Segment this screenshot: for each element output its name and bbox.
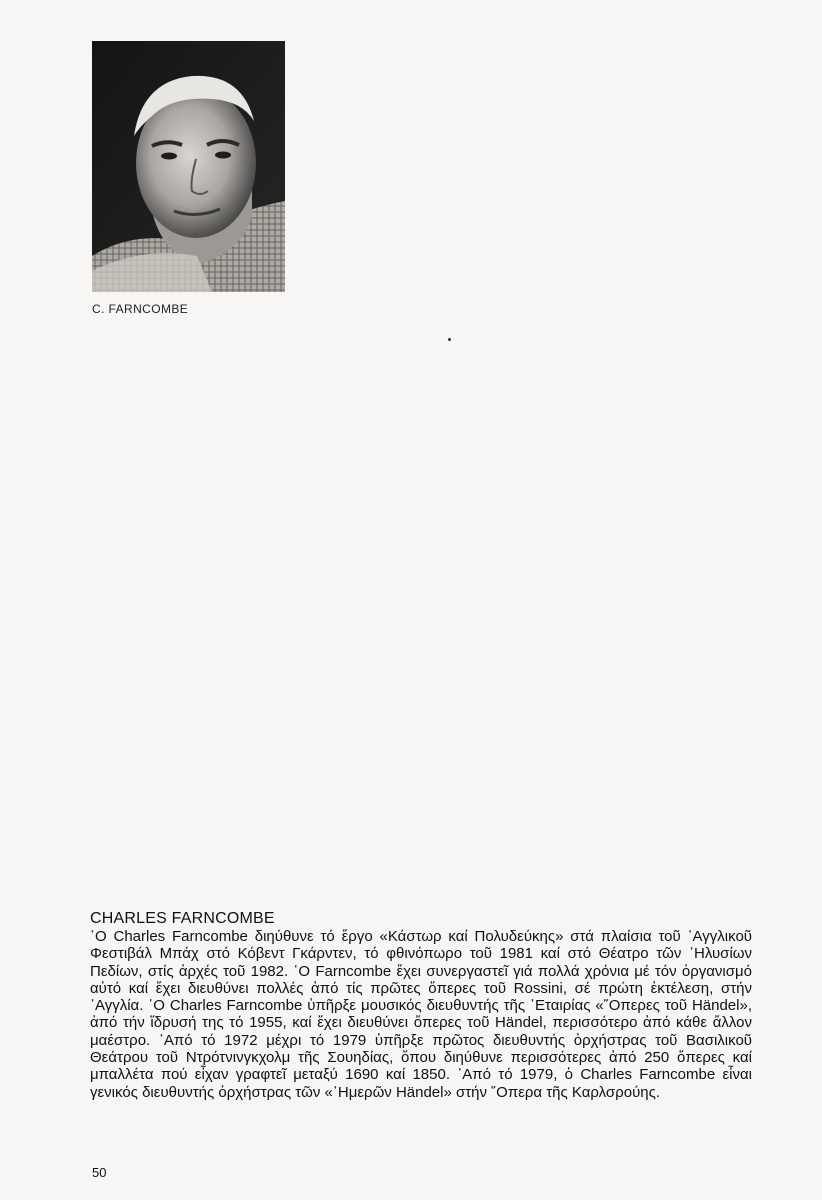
photo-caption: C. FARNCOMBE — [92, 302, 189, 316]
portrait-photo — [92, 41, 285, 292]
biography-section — [90, 910, 752, 1101]
biography-text: ῾Ο Charles Farncombe διηύθυνε τό ἔργο «Κάστωρ καί Πολυδεύκης» στά πλαίσια τοῦ ᾿Αγγλικοῦ Φεστιβάλ Μπάχ στό Κόβεντ Γκάρντεν, τό φθινόπωρο τοῦ 1981 καί στό Θέατρο τῶν ᾿Ηλυσίων Πεδίων, στίς ἀρχές τοῦ 1982. ῾Ο Farncombe ἔχει συνεργαστεῖ γιά πολλά χρόνια μέ τόν ὀργανισμό αὐτό καί ἔχει διευθύνει πολλές ἀπό τίς πρῶτες ὄπερες τοῦ Rossini, σέ πρώτη ἐκτέλεση, στήν ᾿Αγγλία. ῾Ο Charles Farncombe ὑπῆρξε μουσικός διευθυντής τῆς ῾Εταιρίας «῞Οπερες τοῦ Händel», ἀπό τήν ἵδρυσή της τό 1955, καί ἔχει διευθύνει ὄπερες τοῦ Händel, περισσότερο ἀπό κάθε ἄλλον μαέστρο. ᾿Από τό 1972 μέχρι τό 1979 ὑπῆρξε πρῶτος διευθυντής ὀρχήστρας τοῦ Βασιλικοῦ Θεάτρου τοῦ Ντρότνινγκχολμ τῆς Σουηδίας, ὅπου διηύθυνε περισσότερες ἀπό 250 ὄπερες καί μπαλλέτα πού εἶχαν γραφτεῖ μεταξύ 1690 καί 1850. ᾿Από τό 1979, ὁ Charles Farncombe εἶναι γενικός διευθυντής ὀρχήστρας τῶν «῾Ημερῶν Händel» στήν ῞Οπερα τῆς Καρλσρούης. — [90, 928, 752, 1101]
print-speck — [448, 338, 451, 341]
page-number: 50 — [92, 1165, 107, 1180]
biography-title: CHARLES FARNCOMBE — [90, 910, 275, 927]
portrait-image — [92, 41, 285, 292]
